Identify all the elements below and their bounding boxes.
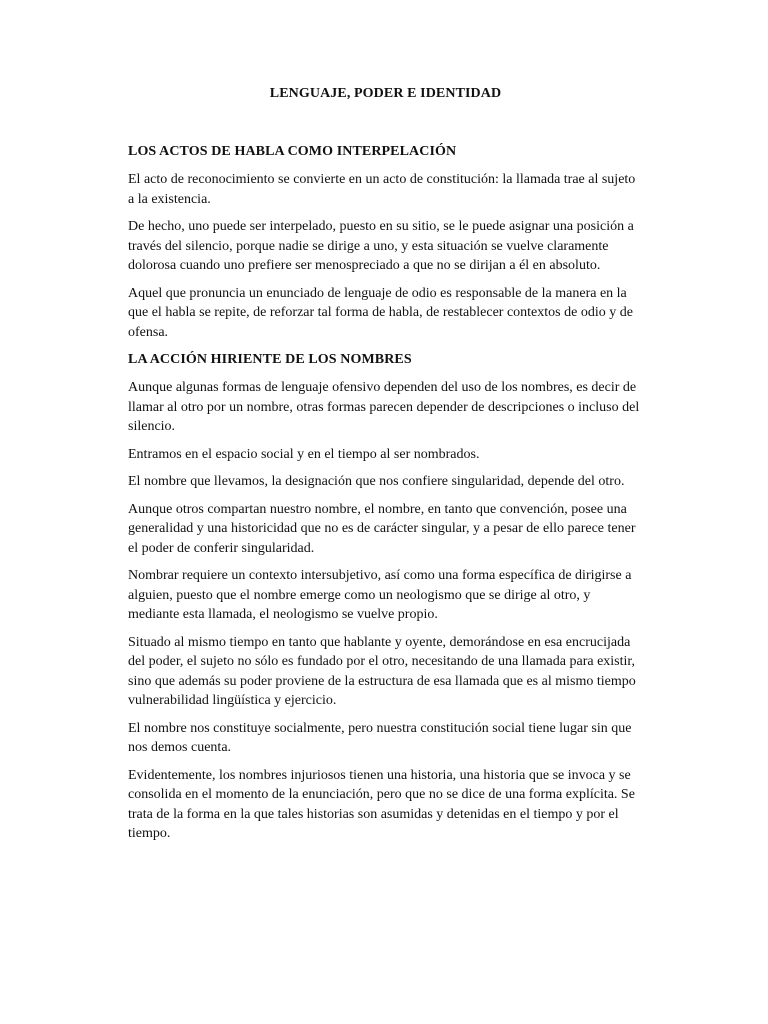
paragraph: De hecho, uno puede ser interpelado, puesto en su sitio, se le puede asignar una posición a través del silencio, porque nadie se dirige a uno, y esta situación se vuelve claramente dolorosa cuando uno prefiere ser menospreciado a que no se dirijan a él en absoluto. bbox=[128, 219, 634, 273]
section-accion-hiriente bbox=[128, 350, 643, 844]
paragraph: Evidentemente, los nombres injuriosos tienen una historia, una historia que se invoca y se consolida en el momento de la enunciación, pero que no se dice de una forma explícita. Se trata de la forma en la que tales historias son asumidas y detenidas en el tiempo y por el tiempo. bbox=[128, 767, 635, 841]
paragraph: Nombrar requiere un contexto intersubjetivo, así como una forma específica de dirigirse a alguien, puesto que el nombre emerge como un neologismo que se dirige al otro, y mediante esta llamada, el neologismo se vuelve propio. bbox=[128, 568, 632, 622]
section-heading: LA ACCIÓN HIRIENTE DE LOS NOMBRES bbox=[128, 352, 412, 367]
paragraph: El nombre nos constituye socialmente, pero nuestra constitución social tiene lugar sin que nos demos cuenta. bbox=[128, 720, 632, 755]
section-heading: LOS ACTOS DE HABLA COMO INTERPELACIÓN bbox=[128, 144, 457, 159]
section-actos-de-habla bbox=[128, 142, 643, 342]
document-body bbox=[128, 142, 643, 852]
document-title: LENGUAJE, PODER E IDENTIDAD bbox=[269, 86, 502, 101]
paragraph: Aquel que pronuncia un enunciado de lenguaje de odio es responsable de la manera en la que el habla se repite, de reforzar tal forma de habla, de restablecer contextos de odio y de ofensa. bbox=[128, 285, 633, 340]
paragraph: Aunque algunas formas de lenguaje ofensivo dependen del uso de los nombres, es decir de llamar al otro por un nombre, otras formas parecen depender de descripciones o incluso del silencio. bbox=[128, 380, 640, 434]
paragraph: El nombre que llevamos, la designación que nos confiere singularidad, depende del otro. bbox=[128, 474, 625, 489]
paragraph: Situado al mismo tiempo en tanto que hablante y oyente, demorándose en esa encrucijada del poder, el sujeto no sólo es fundado por el otro, necesitando de una llamada para existir, sino que además su poder proviene de la estructura de esa llamada que es al mismo tiempo vulnerabilidad lingüística y ejercicio. bbox=[128, 634, 636, 708]
paragraph: Aunque otros compartan nuestro nombre, el nombre, en tanto que convención, posee una generalidad y una historicidad que no es de carácter singular, y a pesar de ello parece tener el poder de conferir singularidad. bbox=[128, 501, 636, 556]
paragraph: El acto de reconocimiento se convierte en un acto de constitución: la llamada trae al sujeto a la existencia. bbox=[128, 172, 636, 207]
paragraph: Entramos en el espacio social y en el tiempo al ser nombrados. bbox=[128, 446, 480, 462]
